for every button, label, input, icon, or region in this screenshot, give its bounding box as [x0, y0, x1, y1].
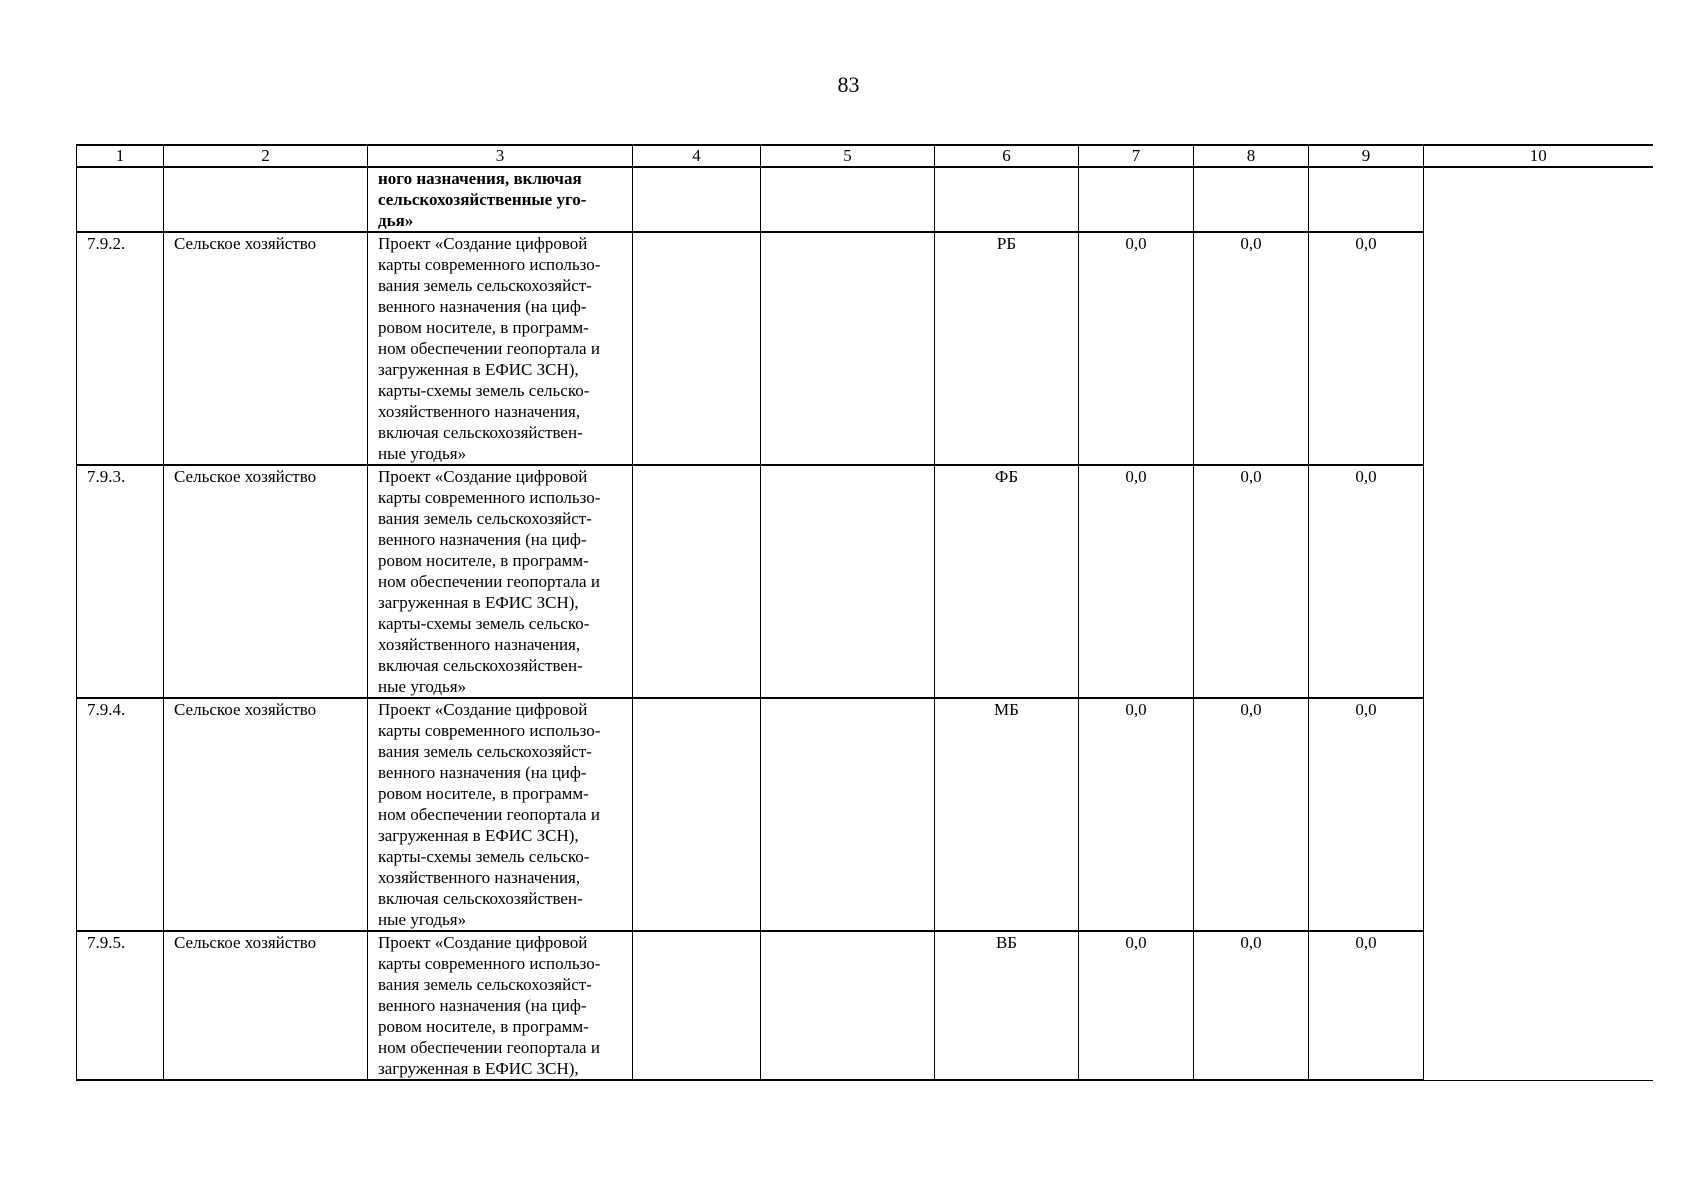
cell-description: Проект «Создание цифровой карты современного использо- вания земель сельскохозяйст- венного назначения (на циф- ровом носителе, в программ- ном обеспечении геопортала и загруженная в ЕФИС ЗСН), карты-схемы земель сельско- хозяйственного назначения, включая сельскохозяйствен- ные угодья»	[368, 465, 633, 698]
cell-col10-merged	[1424, 167, 1653, 1080]
cell-col8: 0,0	[1194, 931, 1309, 1080]
cell-sector: Сельское хозяйство	[164, 931, 368, 1080]
cell-num: 7.9.2.	[77, 232, 164, 465]
cell-col5	[761, 698, 935, 931]
cell-col7	[1079, 167, 1194, 232]
table-row	[77, 698, 1653, 931]
header-col-6: 6	[935, 145, 1079, 167]
header-col-9: 9	[1309, 145, 1424, 167]
cell-description: ного назначения, включая сельскохозяйственные уго- дья»	[368, 167, 633, 232]
table-row	[77, 465, 1653, 698]
cell-num	[77, 167, 164, 232]
cell-col6	[935, 167, 1079, 232]
cell-description: Проект «Создание цифровой карты современного использо- вания земель сельскохозяйст- венного назначения (на циф- ровом носителе, в программ- ном обеспечении геопортала и загруженная в ЕФИС ЗСН),	[368, 931, 633, 1080]
cell-col5	[761, 465, 935, 698]
cell-budget: МБ	[935, 698, 1079, 931]
cell-col8	[1194, 167, 1309, 232]
page-number: 83	[837, 72, 860, 97]
cell-sector: Сельское хозяйство	[164, 232, 368, 465]
table-row	[77, 232, 1653, 465]
cell-col9: 0,0	[1309, 698, 1424, 931]
cell-col8: 0,0	[1194, 698, 1309, 931]
cell-num: 7.9.5.	[77, 931, 164, 1080]
cell-col4	[633, 232, 761, 465]
cell-col9	[1309, 167, 1424, 232]
cell-col8: 0,0	[1194, 465, 1309, 698]
header-row	[77, 145, 1653, 167]
header-col-1: 1	[77, 145, 164, 167]
cell-col9: 0,0	[1309, 931, 1424, 1080]
cell-description: Проект «Создание цифровой карты современного использо- вания земель сельскохозяйст- венного назначения (на циф- ровом носителе, в программ- ном обеспечении геопортала и загруженная в ЕФИС ЗСН), карты-схемы земель сельско- хозяйственного назначения, включая сельскохозяйствен- ные угодья»	[368, 698, 633, 931]
cell-col9: 0,0	[1309, 465, 1424, 698]
cell-col8: 0,0	[1194, 232, 1309, 465]
cell-col9: 0,0	[1309, 232, 1424, 465]
cell-num: 7.9.4.	[77, 698, 164, 931]
cell-description: Проект «Создание цифровой карты современного использо- вания земель сельскохозяйст- венного назначения (на циф- ровом носителе, в программ- ном обеспечении геопортала и загруженная в ЕФИС ЗСН), карты-схемы земель сельско- хозяйственного назначения, включая сельскохозяйствен- ные угодья»	[368, 232, 633, 465]
cell-budget: РБ	[935, 232, 1079, 465]
cell-sector	[164, 167, 368, 232]
cell-col7: 0,0	[1079, 698, 1194, 931]
cell-col7: 0,0	[1079, 931, 1194, 1080]
cell-col7: 0,0	[1079, 465, 1194, 698]
cell-col7: 0,0	[1079, 232, 1194, 465]
cell-col4	[633, 698, 761, 931]
program-table	[76, 144, 1653, 1081]
header-col-2: 2	[164, 145, 368, 167]
cell-num: 7.9.3.	[77, 465, 164, 698]
header-col-10: 10	[1424, 145, 1653, 167]
table-row	[77, 931, 1653, 1080]
header-col-7: 7	[1079, 145, 1194, 167]
header-col-4: 4	[633, 145, 761, 167]
cell-budget: ФБ	[935, 465, 1079, 698]
cell-col4	[633, 931, 761, 1080]
header-col-8: 8	[1194, 145, 1309, 167]
continuation-row	[77, 167, 1653, 232]
header-col-3: 3	[368, 145, 633, 167]
cell-col5	[761, 232, 935, 465]
cell-sector: Сельское хозяйство	[164, 698, 368, 931]
cell-budget: ВБ	[935, 931, 1079, 1080]
cell-col5	[761, 167, 935, 232]
cell-col4	[633, 167, 761, 232]
header-col-5: 5	[761, 145, 935, 167]
cell-col5	[761, 931, 935, 1080]
cell-col4	[633, 465, 761, 698]
cell-sector: Сельское хозяйство	[164, 465, 368, 698]
